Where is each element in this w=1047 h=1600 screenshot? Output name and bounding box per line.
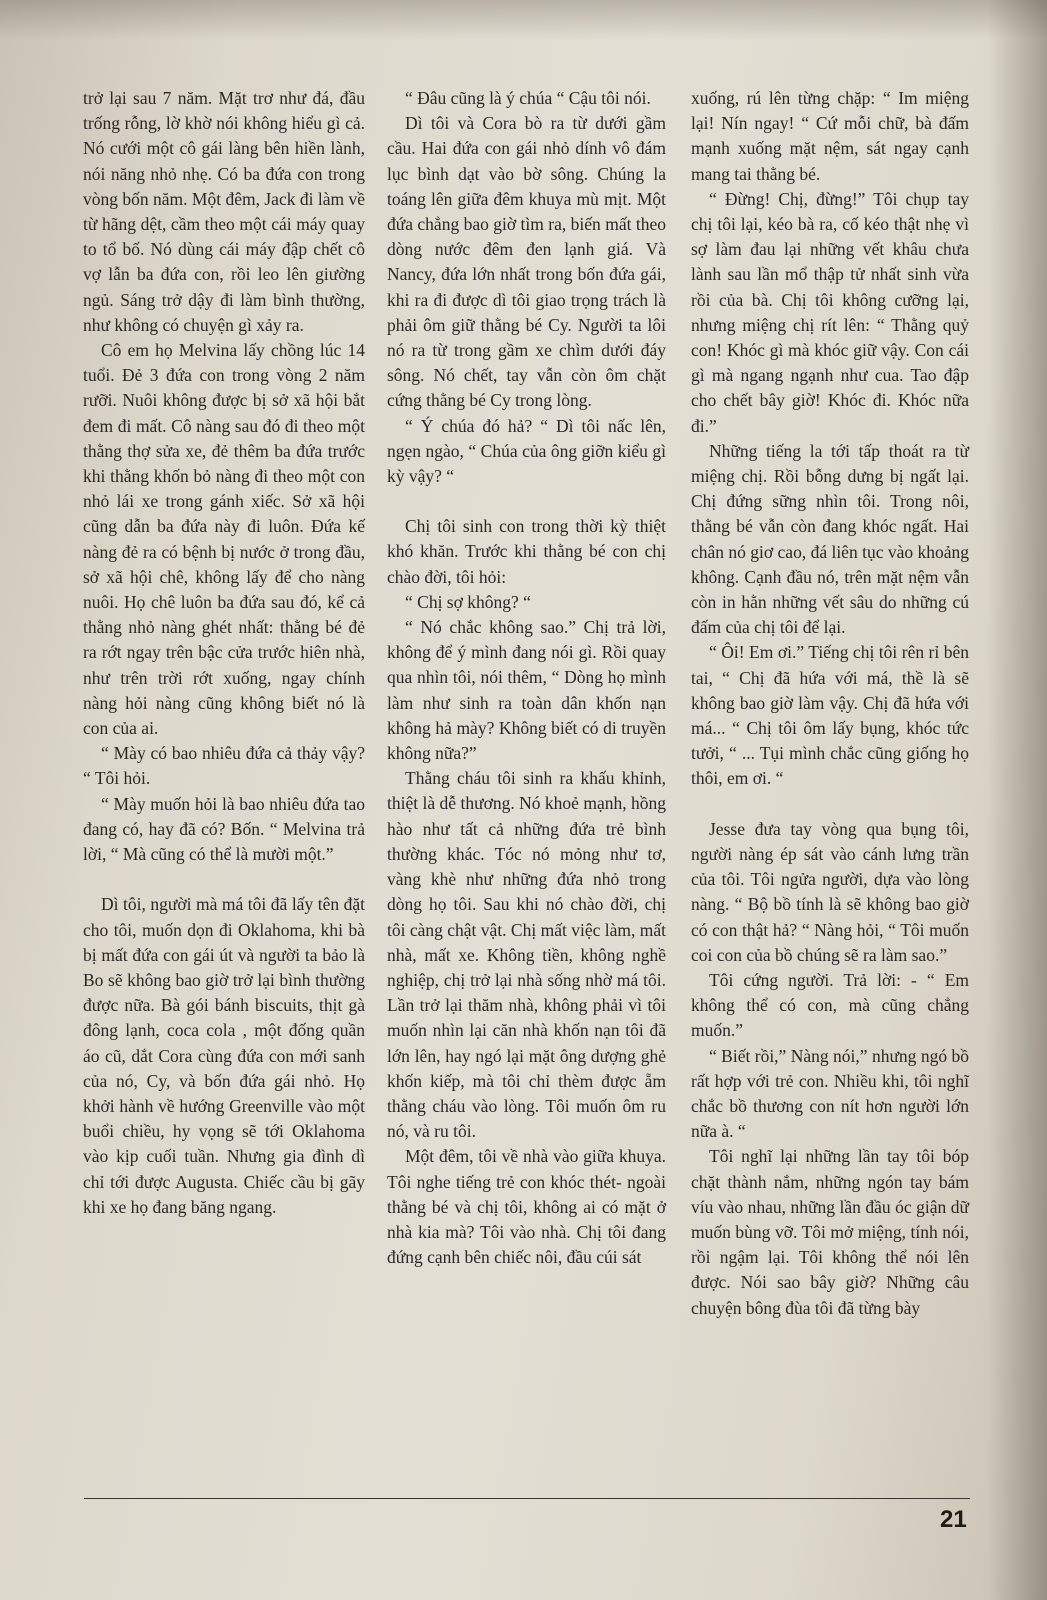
paragraph: Tôi cứng người. Trả lời: - “ Em không thể có con, mà cũng chẳng muốn.” — [691, 969, 969, 1041]
paragraph: Jesse đưa tay vòng qua bụng tôi, người nàng ép sát vào cánh lưng trần của tôi. Tôi ngửa người, dựa vào lòng nàng. “ Bộ bồ tính là sẽ không bao giờ có con thật hả? “ Nàng hỏi, “ Tôi muốn coi con của bồ chúng sẽ ra làm sao.” — [691, 818, 969, 965]
paragraph: Cô em họ Melvina lấy chồng lúc 14 tuổi. Đẻ 3 đứa con trong vòng 2 năm rưỡi. Nuôi không được bị sở xã hội bắt đem đi mất. Cô nàng sau đó đi theo một thằng thợ sửa xe, đẻ thêm ba đứa trước khi thằng khốn bỏ nàng đi theo một con nhỏ lái xe trong gánh xiếc. Sở xã hội cũng dẫn ba đứa này đi luôn. Đứa kế nàng đẻ ra có bệnh bị nước ở trong đầu, sở xã hội chê, không lấy để cho nàng nuôi. Họ chê luôn ba đứa sau đó, kể cả thằng nhỏ nàng ghét nhất: thằng bé đẻ ra rớt ngay trên bậc cửa trước hiên nhà, như trên trời rớt xuống, ngay chính nàng hỏi nàng cũng không biết nó là con của ai. — [83, 340, 365, 739]
text-column-right — [691, 86, 969, 1321]
section-break — [691, 792, 969, 817]
paragraph: “ Ý chúa đó hả? “ Dì tôi nấc lên, ngẹn ngào, “ Chúa của ông giỡn kiểu gì kỳ vậy? “ — [387, 415, 666, 487]
section-break — [387, 489, 666, 514]
paragraph: “ Mày có bao nhiêu đứa cả thảy vậy? “ Tôi hỏi. — [83, 743, 365, 789]
section-break — [83, 867, 365, 892]
paragraph: Chị tôi sinh con trong thời kỳ thiệt khó khăn. Trước khi thằng bé con chị chào đời, tôi hỏi: — [387, 516, 666, 587]
paragraph: “ Mày muốn hỏi là bao nhiêu đứa tao đang có, hay đã có? Bốn. “ Melvina trả lời, “ Mà cũng có thể là mười một.” — [83, 793, 365, 865]
paragraph: Tôi nghĩ lại những lần tay tôi bóp chặt thành nắm, những ngón tay bám víu vào nhau, những lần đầu óc giận dữ muốn bùng vỡ. Tôi mở miệng, tính nói, rồi ngậm lại. Tôi không thể nói lên được. Nói sao bây giờ? Những câu chuyện bông đùa tôi đã từng bày — [691, 1146, 969, 1318]
paragraph: “ Ôi! Em ơi.” Tiếng chị tôi rên rỉ bên tai, “ Chị đã hứa với má, thề là sẽ không bao giờ làm vậy. Chị đã hứa với má... “ Chị tôi ôm lấy bụng, khóc tức tưởi, “ ... Tụi mình chắc cũng giống họ thôi, em ơi. “ — [691, 642, 969, 789]
paragraph: Thằng cháu tôi sinh ra khấu khỉnh, thiệt là dễ thương. Nó khoẻ mạnh, hồng hào như tất cả những đứa trẻ bình thường khác. Tóc nó mỏng như tơ, vàng khè như những đứa nhỏ trong dòng họ tôi. Sau khi nó chào đời, chị tôi càng chật vật. Chị mất việc làm, mất nhà, mất xe. Không tiền, không nghề nghiệp, chị trở lại nhà sống nhờ má tôi. Lần trở lại thăm nhà, không phải vì tôi muốn nhìn lại căn nhà khốn nạn tôi đã lớn lên, hay ngó lại mặt ông dượng ghẻ khốn kiếp, mà tôi chỉ thèm được ẵm thằng cháu vào lòng. Tôi muốn ôm ru nó, và ru tôi. — [387, 768, 666, 1142]
text-column-left — [83, 86, 365, 1220]
text-column-middle — [387, 86, 666, 1270]
paragraph: “ Nó chắc không sao.” Chị trả lời, không để ý mình đang nói gì. Rồi quay qua nhìn tôi, nói thêm, “ Dòng họ mình làm như sinh ra toàn dân khốn nạn không hả mày? Không biết có di truyền không nữa?” — [387, 617, 666, 764]
paragraph: “ Đâu cũng là ý chúa “ Cậu tôi nói. — [405, 88, 651, 108]
paragraph: Một đêm, tôi về nhà vào giữa khuya. Tôi nghe tiếng trẻ con khóc thét- ngoài thằng bé và chị tôi, không ai có mặt ở nhà kia mà? Tôi vào nhà. Chị tôi đang đứng cạnh bên chiếc nôi, đầu cúi sát — [387, 1146, 666, 1268]
paragraph: trở lại sau 7 năm. Mặt trơ như đá, đầu trống rỗng, lờ khờ nói không hiểu gì cả. Nó cưới một cô gái làng bên hiền lành, nói năng nhỏ nhẹ. Có ba đứa con trong vòng bốn năm. Một đêm, Jack đi làm về từ hãng dệt, cầm theo một cái máy quay to tổ bố. Nó dùng cái máy đập chết cô vợ lẫn ba đứa con, rồi leo lên giường ngủ. Sáng trở dậy đi làm bình thường, như không có chuyện gì xảy ra. — [83, 88, 365, 335]
paragraph: Dì tôi, người mà má tôi đã lấy tên đặt cho tôi, muốn dọn đi Oklahoma, khi bà bị mất đứa con gái út và người ta bảo là Bo sẽ không bao giờ trở lại bình thường được nữa. Bà gói bánh biscuits, thịt gà đông lạnh, coca cola , một đống quần áo cũ, dắt Cora cùng đứa con mới sanh của nó, Cy, và bốn đứa gái nhỏ. Họ khởi hành về hướng Greenville vào một buổi chiều, hy vọng sẽ tới Oklahoma vào kịp cuối tuần. Nhưng gia đình dì chỉ tới được Augusta. Chiếc cầu bị gãy khi xe họ đang băng ngang. — [83, 894, 365, 1217]
paragraph: “ Biết rồi,” Nàng nói,” nhưng ngó bồ rất hợp với trẻ con. Nhiều khi, tôi nghĩ chắc bồ thương con nít hơn người lớn nữa à. “ — [691, 1045, 969, 1142]
page-number: 21 — [940, 1506, 967, 1533]
paragraph: xuống, rú lên từng chặp: “ Im miệng lại! Nín ngay! “ Cứ mỗi chữ, bà đấm mạnh xuống mặt nệm, sát ngay cạnh mang tai thằng bé. — [691, 88, 969, 184]
footer-rule — [84, 1498, 970, 1499]
paragraph: “ Chị sợ không? “ — [405, 591, 531, 612]
page-shadow-top — [0, 0, 1047, 40]
page-shadow-right — [987, 0, 1047, 1600]
paragraph: Những tiếng la tới tấp thoát ra từ miệng chị. Rồi bỗng dưng bị ngất lại. Chị đứng sững nhìn tôi. Trong nôi, thằng bé vẫn còn đang khóc ngất. Hai chân nó giơ cao, đá liên tục vào khoảng không. Cạnh đầu nó, trên mặt nệm vẫn còn in hằn những vết sâu do những cú đấm của chị tôi để lại. — [691, 440, 969, 638]
paragraph: “ Đừng! Chị, đừng!” Tôi chụp tay chị tôi lại, kéo bà ra, cố kéo thật nhẹ vì sợ làm đau lại những vết khâu chưa lành sau lần mổ thập tử nhất sinh vừa rồi của bà. Chị tôi không cưỡng lại, nhưng miệng chị rít lên: “ Thằng quỷ con! Khóc gì mà khóc giữ vậy. Con cái gì mà ngang ngạnh như cua. Tao đập cho chết bây giờ! Khóc đi. Khóc nữa đi.” — [691, 188, 969, 436]
paragraph: Dì tôi và Cora bò ra từ dưới gầm cầu. Hai đứa con gái nhỏ dính vô đám lục bình dạt vào bờ sông. Chúng la toáng lên giữa đêm khuya mù mịt. Một đứa chẳng bao giờ tìm ra, biến mất theo dòng nước đêm đen lạnh giá. Và Nancy, đứa lớn nhất trong bốn đứa gái, khi ra đi được dì tôi giao trọng trách là phải ôm giữ thằng bé Cy. Người ta lôi nó ra từ trong gầm xe chìm dưới đáy sông. Nó chết, tay vẫn còn ôm chặt cứng thằng bé Cy trong lòng. — [387, 113, 666, 411]
